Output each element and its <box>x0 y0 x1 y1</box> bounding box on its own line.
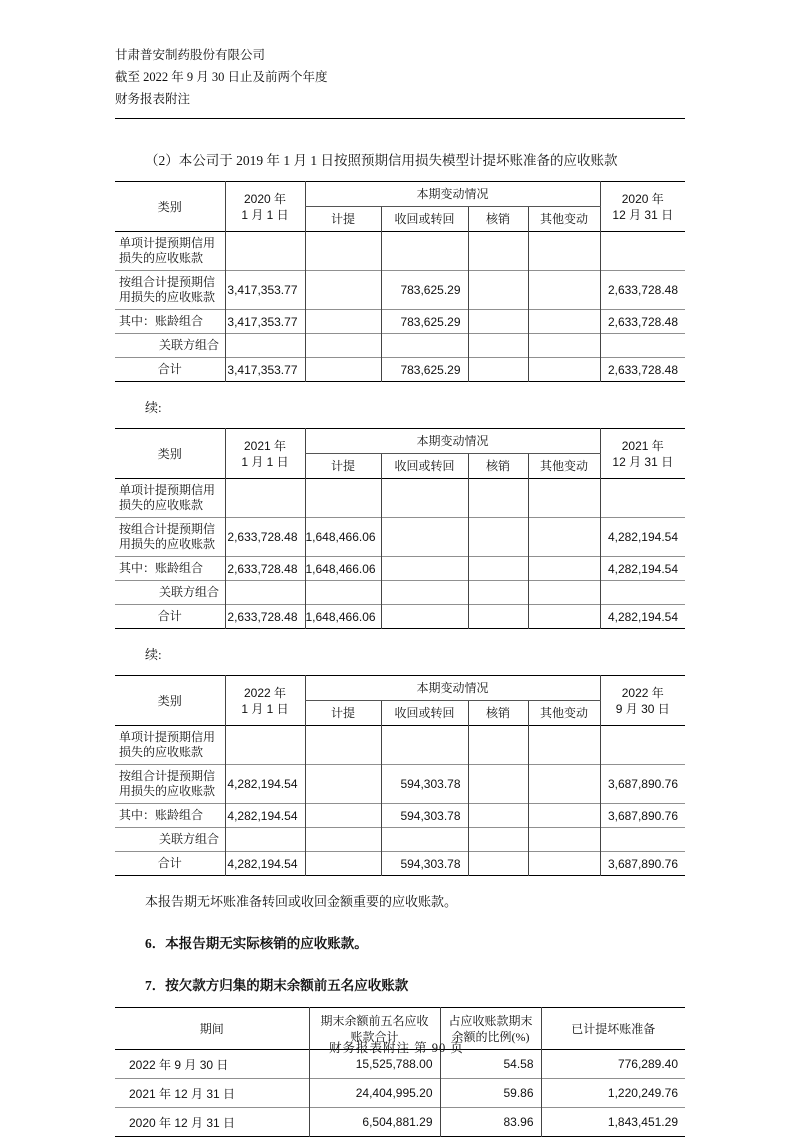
value-cell <box>468 334 528 358</box>
col-header-period: 期间 <box>199 1021 224 1036</box>
top5-receivables-table <box>115 1007 685 1137</box>
value-cell <box>600 334 685 358</box>
col-header-recovery: 收回或转回 <box>381 701 468 726</box>
value-cell <box>381 581 468 605</box>
value-cell: 594,303.78 <box>381 765 468 804</box>
end-date-line2: 12 月 31 日 <box>612 454 674 469</box>
col-header-recovery: 收回或转回 <box>381 207 468 232</box>
value-cell: 3,687,890.76 <box>600 852 685 876</box>
value-cell: 3,687,890.76 <box>600 765 685 804</box>
company-name: 甘肃普安制药股份有限公司 <box>115 48 266 62</box>
value-cell: 594,303.78 <box>381 852 468 876</box>
begin-date-line1: 2022 年 <box>243 685 287 700</box>
row-label: 其中：账龄组合 <box>115 310 225 334</box>
value-cell: 2,633,728.48 <box>600 358 685 382</box>
row-label: 关联方组合 <box>115 581 225 605</box>
row-label: 合计 <box>115 358 225 382</box>
table-row <box>115 804 685 828</box>
value-cell <box>225 479 305 518</box>
value-cell <box>305 828 381 852</box>
value-cell: 24,404,995.20 <box>309 1079 440 1108</box>
value-cell <box>468 726 528 765</box>
col-header-accrual: 计提 <box>305 701 381 726</box>
row-label: 合计 <box>115 605 225 629</box>
section-6-heading: 6．本报告期无实际核销的应收账款。 <box>145 936 368 951</box>
begin-date-line2: 1 月 1 日 <box>241 701 289 716</box>
row-label: 单项计提预期信用损失的应收账款 <box>119 730 216 759</box>
value-cell: 2,633,728.48 <box>225 557 305 581</box>
section-7-heading: 7．按欠款方归集的期末余额前五名应收账款 <box>145 978 409 993</box>
row-label: 其中：账龄组合 <box>115 557 225 581</box>
table-total-row <box>115 605 685 629</box>
value-cell <box>468 557 528 581</box>
table-row <box>115 479 685 518</box>
value-cell <box>468 581 528 605</box>
col-header-percentage: 占应收账款期末余额的比例(%) <box>440 1008 541 1050</box>
movement-table-2022-q3 <box>115 675 685 876</box>
col-header-end-date <box>600 182 685 232</box>
section-2-title: （2）本公司于 2019 年 1 月 1 日按照预期信用损失模型计提坏账准备的应收账款 <box>145 153 618 168</box>
table-total-row <box>115 358 685 382</box>
value-cell <box>528 271 600 310</box>
value-cell <box>468 605 528 629</box>
value-cell: 783,625.29 <box>381 271 468 310</box>
value-cell <box>528 334 600 358</box>
table-row <box>115 1079 685 1108</box>
row-label: 单项计提预期信用损失的应收账款 <box>119 483 216 512</box>
value-cell <box>225 334 305 358</box>
table-row <box>115 518 685 557</box>
value-cell <box>528 518 600 557</box>
value-cell <box>600 479 685 518</box>
end-date-line1: 2021 年 <box>621 438 664 453</box>
value-cell <box>305 479 381 518</box>
value-cell: 3,417,353.77 <box>225 310 305 334</box>
value-cell <box>305 358 381 382</box>
value-cell <box>305 334 381 358</box>
table-row <box>115 1108 685 1137</box>
document-type: 财务报表附注 <box>115 92 191 106</box>
col-header-end-date <box>600 676 685 726</box>
report-period: 截至 2022 年 9 月 30 日止及前两个年度 <box>115 70 328 84</box>
value-cell <box>528 828 600 852</box>
value-cell <box>528 310 600 334</box>
value-cell: 1,843,451.29 <box>541 1108 685 1137</box>
row-label: 其中：账龄组合 <box>115 804 225 828</box>
header-rule <box>115 118 685 119</box>
value-cell <box>305 271 381 310</box>
movement-table-2021 <box>115 428 685 629</box>
value-cell <box>468 804 528 828</box>
row-label: 按组合计提预期信用损失的应收账款 <box>115 518 225 557</box>
value-cell: 3,417,353.77 <box>225 271 305 310</box>
value-cell: 59.86 <box>440 1079 541 1108</box>
value-cell <box>600 581 685 605</box>
col-header-recovery: 收回或转回 <box>381 454 468 479</box>
value-cell: 2,633,728.48 <box>600 310 685 334</box>
document-header <box>115 44 685 119</box>
end-date-line2: 12 月 31 日 <box>612 207 674 222</box>
value-cell: 594,303.78 <box>381 804 468 828</box>
table-header-row <box>115 676 685 701</box>
table-total-row <box>115 852 685 876</box>
value-cell <box>468 518 528 557</box>
value-cell: 3,417,353.77 <box>225 358 305 382</box>
col-header-end-date <box>600 429 685 479</box>
table-row <box>115 271 685 310</box>
table-header-row <box>115 182 685 207</box>
col-header-accrual: 计提 <box>305 454 381 479</box>
value-cell: 2,633,728.48 <box>225 605 305 629</box>
row-label: 单项计提预期信用损失的应收账款 <box>119 236 216 265</box>
col-header-changes-group: 本期变动情况 <box>305 429 600 454</box>
value-cell <box>528 358 600 382</box>
value-cell <box>381 232 468 271</box>
value-cell <box>305 310 381 334</box>
value-cell: 3,687,890.76 <box>600 804 685 828</box>
value-cell: 2,633,728.48 <box>225 518 305 557</box>
value-cell <box>381 479 468 518</box>
col-header-top5-total: 期末余额前五名应收账款合计 <box>309 1008 440 1050</box>
value-cell <box>305 852 381 876</box>
value-cell: 83.96 <box>440 1108 541 1137</box>
col-header-bad-debt-provision: 已计提坏账准备 <box>541 1008 685 1050</box>
col-header-changes-group: 本期变动情况 <box>305 676 600 701</box>
value-cell <box>528 605 600 629</box>
value-cell <box>528 479 600 518</box>
value-cell <box>381 557 468 581</box>
value-cell: 4,282,194.54 <box>225 852 305 876</box>
begin-date-line1: 2020 年 <box>243 191 287 206</box>
value-cell <box>468 271 528 310</box>
value-cell: 54.58 <box>440 1050 541 1079</box>
movement-table-2020 <box>115 181 685 382</box>
value-cell: 1,648,466.06 <box>305 518 381 557</box>
table-row <box>115 581 685 605</box>
value-cell <box>305 804 381 828</box>
col-header-accrual: 计提 <box>305 207 381 232</box>
value-cell <box>528 852 600 876</box>
col-header-changes-group: 本期变动情况 <box>305 182 600 207</box>
value-cell <box>528 232 600 271</box>
value-cell: 776,289.40 <box>541 1050 685 1079</box>
value-cell: 4,282,194.54 <box>225 765 305 804</box>
table-row <box>115 765 685 804</box>
begin-date-line1: 2021 年 <box>243 438 287 453</box>
col-header-other-change: 其他变动 <box>528 701 600 726</box>
row-label: 关联方组合 <box>115 334 225 358</box>
value-cell <box>381 518 468 557</box>
row-label: 按组合计提预期信用损失的应收账款 <box>115 271 225 310</box>
value-cell <box>381 726 468 765</box>
end-date-line1: 2022 年 <box>621 685 664 700</box>
value-cell <box>600 726 685 765</box>
value-cell <box>468 358 528 382</box>
value-cell: 4,282,194.54 <box>600 605 685 629</box>
value-cell <box>305 232 381 271</box>
table-row <box>115 334 685 358</box>
value-cell <box>528 804 600 828</box>
continued-label: 续: <box>145 400 162 415</box>
period-cell: 2021 年 12 月 31 日 <box>115 1079 309 1108</box>
value-cell <box>381 828 468 852</box>
value-cell <box>528 765 600 804</box>
table-header-row <box>115 429 685 454</box>
col-header-begin-date <box>225 676 305 726</box>
value-cell: 4,282,194.54 <box>600 557 685 581</box>
value-cell: 15,525,788.00 <box>309 1050 440 1079</box>
value-cell <box>528 581 600 605</box>
value-cell <box>468 232 528 271</box>
value-cell <box>600 232 685 271</box>
end-date-line1: 2020 年 <box>621 191 664 206</box>
col-header-category: 类别 <box>157 693 182 708</box>
end-date-line2: 9 月 30 日 <box>615 701 670 716</box>
value-cell: 1,220,249.76 <box>541 1079 685 1108</box>
row-label: 按组合计提预期信用损失的应收账款 <box>115 765 225 804</box>
row-label: 关联方组合 <box>115 828 225 852</box>
value-cell <box>225 232 305 271</box>
value-cell <box>225 581 305 605</box>
value-cell <box>381 334 468 358</box>
table-row <box>115 828 685 852</box>
page-footer: 财务报表附注 第 90 页 <box>329 1041 464 1055</box>
value-cell <box>468 852 528 876</box>
value-cell: 4,282,194.54 <box>225 804 305 828</box>
col-header-writeoff: 核销 <box>468 207 528 232</box>
period-cell: 2020 年 12 月 31 日 <box>115 1108 309 1137</box>
col-header-begin-date <box>225 429 305 479</box>
value-cell: 783,625.29 <box>381 358 468 382</box>
table-row <box>115 557 685 581</box>
value-cell <box>468 479 528 518</box>
begin-date-line2: 1 月 1 日 <box>241 454 289 469</box>
period-cell: 2022 年 9 月 30 日 <box>129 1057 229 1072</box>
col-header-other-change: 其他变动 <box>528 207 600 232</box>
value-cell <box>468 828 528 852</box>
value-cell <box>600 828 685 852</box>
continued-label: 续: <box>145 647 162 662</box>
value-cell <box>468 765 528 804</box>
value-cell <box>225 828 305 852</box>
value-cell: 6,504,881.29 <box>309 1108 440 1137</box>
col-header-other-change: 其他变动 <box>528 454 600 479</box>
value-cell <box>305 765 381 804</box>
value-cell <box>528 557 600 581</box>
value-cell <box>225 726 305 765</box>
col-header-category: 类别 <box>157 199 182 214</box>
value-cell: 783,625.29 <box>381 310 468 334</box>
value-cell: 2,633,728.48 <box>600 271 685 310</box>
value-cell: 1,648,466.06 <box>305 605 381 629</box>
value-cell <box>381 605 468 629</box>
col-header-writeoff: 核销 <box>468 454 528 479</box>
value-cell <box>305 726 381 765</box>
value-cell <box>305 581 381 605</box>
table-row <box>115 310 685 334</box>
value-cell: 4,282,194.54 <box>600 518 685 557</box>
table-row <box>115 232 685 271</box>
value-cell <box>528 726 600 765</box>
value-cell <box>468 310 528 334</box>
table-row <box>115 726 685 765</box>
begin-date-line2: 1 月 1 日 <box>241 207 289 222</box>
col-header-begin-date <box>225 182 305 232</box>
col-header-writeoff: 核销 <box>468 701 528 726</box>
col-header-category: 类别 <box>157 446 182 461</box>
row-label: 合计 <box>115 852 225 876</box>
value-cell: 1,648,466.06 <box>305 557 381 581</box>
no-significant-reversal-note: 本报告期无坏账准备转回或收回金额重要的应收账款。 <box>145 894 458 909</box>
